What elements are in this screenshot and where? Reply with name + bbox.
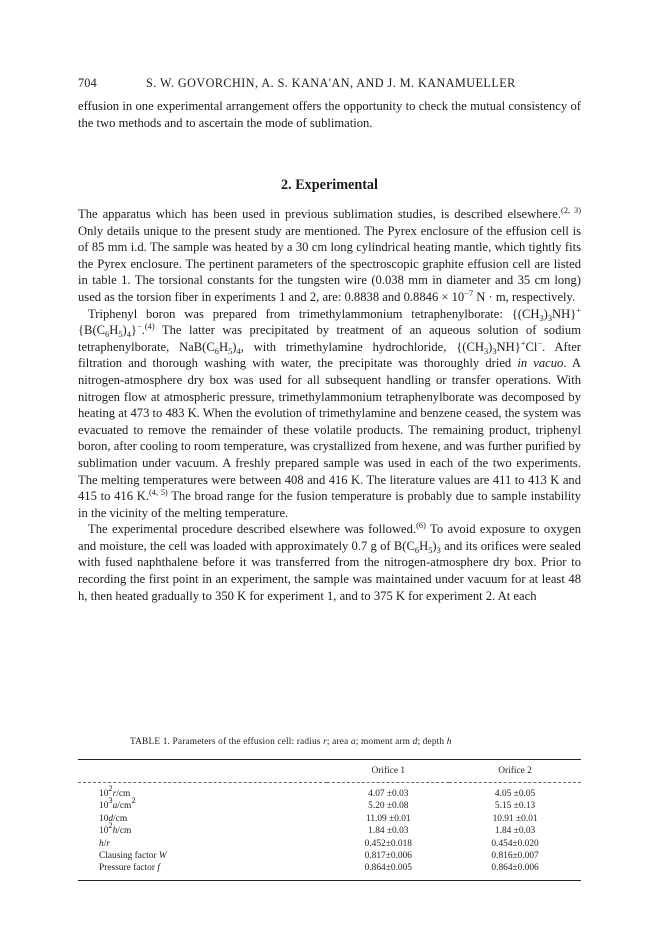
table-cell: 0.452±0.018: [364, 838, 412, 849]
running-header: [78, 76, 580, 92]
table-cell: 0.864±0.006: [491, 863, 539, 874]
table-cell: 5.20 ±0.08: [368, 801, 409, 812]
table-cell: 11.09 ±0.01: [365, 813, 411, 824]
table-cell: 1.84 ±0.03: [494, 826, 536, 837]
table-caption: TABLE 1. Parameters of the effusion cell: radius r; area a; moment arm d; depth h: [130, 737, 452, 747]
table-cell: 0.816±0.007: [491, 851, 539, 862]
table-cell: 4.07 ±0.03: [368, 789, 409, 799]
table-row: [78, 825, 581, 837]
intro-text: effusion in one experimental arrangement offers the opportunity to check the mutual consistency of the two methods and to ascertain the mode of sublimation.: [78, 99, 581, 130]
row-label: Clausing factor W: [99, 851, 167, 862]
experimental-section-body: [78, 206, 581, 604]
row-label: Pressure factor f: [99, 863, 160, 874]
table-cell: 1.84 ±0.03: [368, 826, 409, 837]
table-header-row: [78, 760, 581, 783]
citation-ref: (4, 5): [149, 488, 168, 498]
row-label: 10d/cm: [99, 813, 128, 824]
table-row: [78, 813, 581, 825]
table-row: [78, 850, 581, 862]
section-heading: 2. Experimental: [281, 177, 378, 193]
intro-paragraph: [78, 98, 581, 131]
table-row: [78, 838, 581, 850]
table-cell: 5.15 ±0.13: [494, 801, 536, 812]
running-head-authors: S. W. GOVORCHIN, A. S. KANA'AN, AND J. M. KANAMUELLER: [146, 76, 516, 90]
citation-ref: (6): [416, 521, 426, 531]
column-header-orifice-1: Orifice 1: [327, 760, 449, 783]
table-cell: 10.91 ±0.01: [492, 813, 538, 824]
paragraph-apparatus: The apparatus which has been used in previous sublimation studies, is described elsewhere.$^{(2, 3)}$ Only details unique to the present study are mentioned. The Pyrex enclosure of the effusion cell is of 85 mm i.d. The sample was heated by a 30 cm long cylindrical heating mantle, which tightly fits the Pyrex enclosure. The pertinent parameters of the spectroscopic graphite effusion cell are listed in table 1. The torsional constants for the tungsten wire (0.038 mm in diameter and 35 cm long) used as the torsion fiber in experiments 1 and 2, are: 0.8838 and $0.8846 \times 10^{-7}$ N · m, respectively.: [78, 206, 582, 304]
citation-ref: (4): [144, 322, 155, 332]
table-cell: 4.05 ±0.05: [494, 789, 536, 799]
citation-ref: (2, 3): [561, 206, 582, 215]
row-label: $10^2r/cm$: [99, 784, 131, 799]
table-cell: 0.454±0.020: [491, 838, 539, 849]
column-header-orifice-2: Orifice 2: [449, 760, 581, 783]
table-row: [78, 783, 581, 801]
row-label: h/r: [99, 838, 110, 849]
table-row: [78, 862, 581, 880]
table-row: [78, 800, 581, 812]
paragraph-preparation: Triphenyl boron was prepared from trimethylammonium tetraphenylborate: $\{(CH_3)_3NH\}^+\{B(C_6H_5)_4\}^-.^{(4)}$ The latter was precipitated by treatment of an aqueous solution of sodium tetraphenylborate, $NaB(C_6H_5)_4$, with trimethylamine hydrochloride, $\{(CH_3)_3NH\}^+Cl^-$. After filtration and thorough washing with water, the precipitate was thoroughly dried in vacuo. A nitrogen-atmosphere dry box was used for all subsequent handling or transfer operations. With nitrogen flow at atmospheric pressure, trimethylammonium tetraphenylborate was decomposed by heating at 473 to 483 K. When the evolution of trimethylamine and benzene ceased, the system was evacuated to remove the remainder of these volatile products. The remaining product, triphenyl boron, after cooling to room temperature, was crystallized from hexene, and was further purified by sublimation under vacuum. A freshly prepared sample was used in each of the two experiments. The melting temperatures were between 408 and 416 K. The literature values are 411 to 413 K and 415 to 416 K.$^{(4, 5)}$ The broad range for the fusion temperature is probably due to sample instability in the vicinity of the melting temperature.: [78, 305, 582, 520]
parameters-table: [78, 759, 581, 881]
page-number: 704: [78, 76, 97, 90]
paragraph-procedure: The experimental procedure described elsewhere was followed.$^{(6)}$ To avoid exposure to oxygen and moisture, the cell was loaded with approximately 0.7 g of $B(C_6H_5)_3$ and its orifices were sealed with fused naphthalene before it was transferred from the nitrogen-atmosphere dry box. Prior to recording the first point in an experiment, the sample was maintained under vacuum for at least 48 h, then heated gradually to 350 K for experiment 1, and to 375 K for experiment 2. At each: [78, 521, 581, 603]
column-header: [78, 760, 327, 783]
table-cell: 0.864±0.005: [364, 863, 412, 874]
table-cell: 0.817±0.006: [364, 851, 412, 862]
exponent: −7: [464, 288, 474, 298]
row-label: $10^2h/cm$: [99, 821, 132, 837]
row-label: $10^3a/cm^2$: [99, 796, 136, 812]
